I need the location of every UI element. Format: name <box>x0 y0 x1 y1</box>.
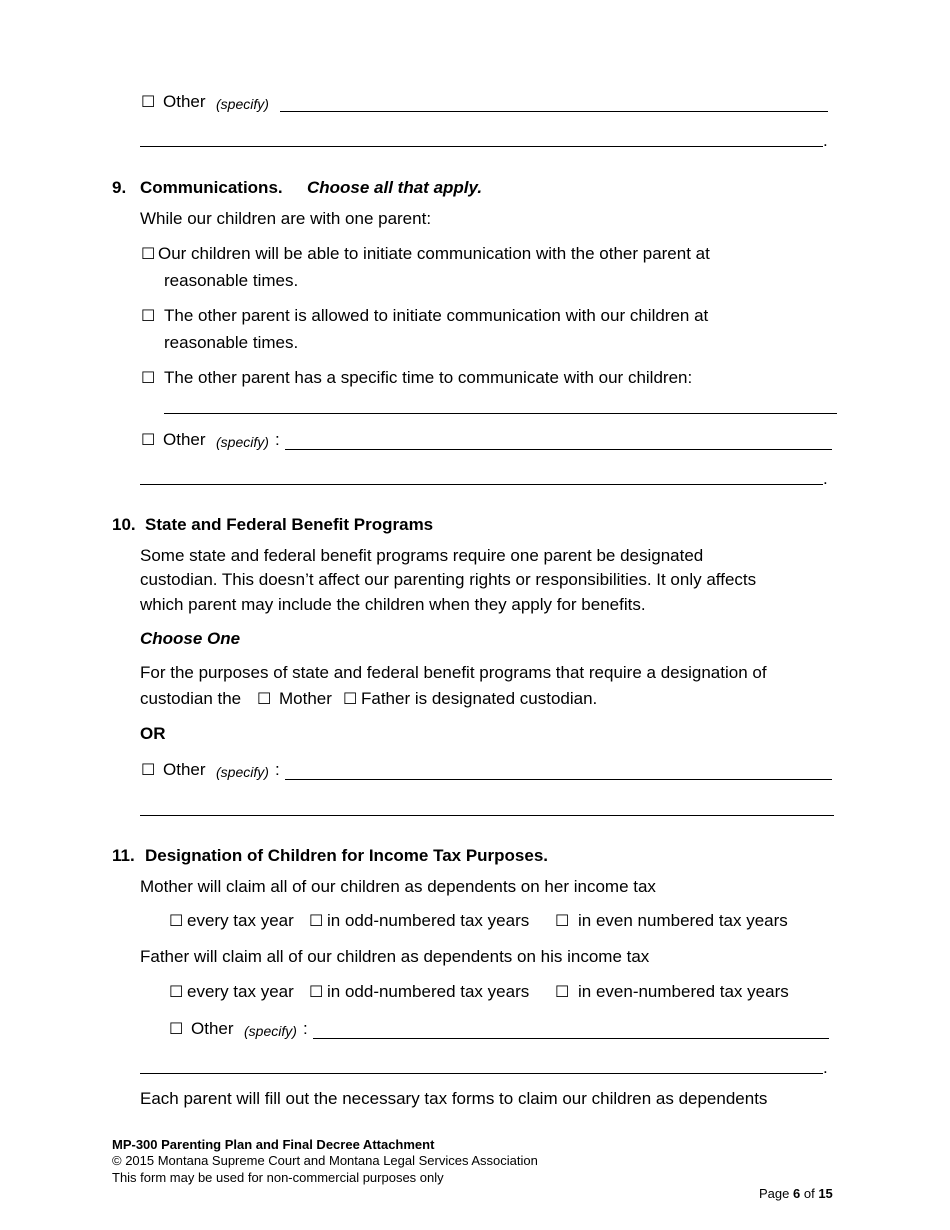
mother-every-year-checkbox[interactable]: ☐ <box>169 911 184 930</box>
tax-specify-hint: (specify) <box>244 1023 297 1039</box>
other-checkbox-top[interactable]: ☐ <box>141 92 156 111</box>
comm-initiate-checkbox[interactable]: ☐ <box>141 244 156 263</box>
colon: : <box>275 760 280 779</box>
comm-other-parent-text: The other parent is allowed to initiate communication with our children at <box>164 306 709 325</box>
benefit-other-continuation-line[interactable] <box>140 815 834 816</box>
tax-other-label: Other <box>191 1019 234 1038</box>
benefit-other-checkbox[interactable]: ☐ <box>141 760 156 779</box>
page-of: of <box>803 1186 815 1201</box>
mother-odd-years-checkbox[interactable]: ☐ <box>309 911 324 930</box>
other-specify-line-top[interactable] <box>280 111 828 112</box>
comm-specify-hint: (specify) <box>216 434 269 450</box>
other-label-top: Other <box>163 92 206 111</box>
tax-other-continuation-line[interactable] <box>140 1073 823 1074</box>
father-every-year-checkbox[interactable]: ☐ <box>169 982 184 1001</box>
purpose-text-2: custodian the <box>140 689 242 708</box>
choose-one-heading: Choose One <box>140 629 241 648</box>
comm-initiate-text: Our children will be able to initiate communication with the other parent at <box>158 244 710 263</box>
comm-specific-time-checkbox[interactable]: ☐ <box>141 368 156 387</box>
section-10-para-2: custodian. This doesn’t affect our parenting rights or responsibilities. It only affects <box>140 570 757 589</box>
father-odd-years-label: in odd-numbered tax years <box>327 982 530 1001</box>
comm-other-parent-text-2: reasonable times. <box>164 333 299 352</box>
period: . <box>823 1058 828 1077</box>
father-every-year-label: every tax year <box>187 982 294 1001</box>
section-10-title: State and Federal Benefit Programs <box>145 515 434 534</box>
mother-even-years-label: in even numbered tax years <box>578 911 788 930</box>
comm-other-parent-checkbox[interactable]: ☐ <box>141 306 156 325</box>
footer-usage: This form may be used for non-commercial purposes only <box>112 1169 444 1185</box>
period: . <box>823 469 828 488</box>
purpose-text-1: For the purposes of state and federal benefit programs that require a designation of <box>140 663 767 682</box>
custodian-father-checkbox[interactable]: ☐ <box>343 689 358 708</box>
footer-copyright: © 2015 Montana Supreme Court and Montana Legal Services Association <box>112 1153 538 1169</box>
father-odd-years-checkbox[interactable]: ☐ <box>309 982 324 1001</box>
colon: : <box>275 430 280 449</box>
comm-other-specify-line[interactable] <box>285 449 832 450</box>
benefit-other-specify-line[interactable] <box>285 779 832 780</box>
benefit-other-label: Other <box>163 760 206 779</box>
comm-other-continuation-line[interactable] <box>140 484 823 485</box>
period: . <box>823 131 828 150</box>
mother-odd-years-label: in odd-numbered tax years <box>327 911 530 930</box>
comm-other-checkbox[interactable]: ☐ <box>141 430 156 449</box>
father-claim-text: Father will claim all of our children as dependents on his income tax <box>140 947 650 966</box>
mother-claim-text: Mother will claim all of our children as dependents on her income tax <box>140 877 656 896</box>
tax-forms-text: Each parent will fill out the necessary tax forms to claim our children as dependents <box>140 1089 768 1108</box>
custodian-father-label: Father is designated custodian. <box>361 689 598 708</box>
section-9-number: 9. <box>112 178 127 197</box>
father-even-years-checkbox[interactable]: ☐ <box>555 982 570 1001</box>
comm-specific-time-line[interactable] <box>164 413 837 414</box>
section-9-title: Communications. <box>140 178 283 197</box>
page-current: 6 <box>793 1186 801 1201</box>
colon: : <box>303 1019 308 1038</box>
benefit-specify-hint: (specify) <box>216 764 269 780</box>
section-10-para-1: Some state and federal benefit programs require one parent be designated <box>140 546 704 565</box>
section-11-number: 11. <box>112 846 135 865</box>
other-continuation-line-top[interactable] <box>140 146 823 147</box>
page-prefix: Page <box>759 1186 790 1201</box>
page-footer <box>112 1137 538 1186</box>
custodian-mother-label: Mother <box>279 689 332 708</box>
father-even-years-label: in even-numbered tax years <box>578 982 789 1001</box>
specify-hint-top: (specify) <box>216 96 269 112</box>
section-11-title: Designation of Children for Income Tax Purposes. <box>145 846 549 865</box>
tax-other-checkbox[interactable]: ☐ <box>169 1019 184 1038</box>
section-10-number: 10. <box>112 515 136 534</box>
comm-specific-time-text: The other parent has a specific time to communicate with our children: <box>164 368 693 387</box>
or-separator: OR <box>140 724 166 743</box>
section-9-intro: While our children are with one parent: <box>140 209 432 228</box>
tax-other-specify-line[interactable] <box>313 1038 829 1039</box>
page-total: 15 <box>818 1186 833 1201</box>
custodian-mother-checkbox[interactable]: ☐ <box>257 689 272 708</box>
section-9-subtitle: Choose all that apply. <box>307 178 483 197</box>
mother-every-year-label: every tax year <box>187 911 294 930</box>
comm-initiate-text-2: reasonable times. <box>164 271 299 290</box>
footer-form-title: MP-300 Parenting Plan and Final Decree Attachment <box>112 1137 435 1152</box>
page-number <box>759 1186 833 1202</box>
mother-even-years-checkbox[interactable]: ☐ <box>555 911 570 930</box>
section-10-para-3: which parent may include the children when they apply for benefits. <box>140 595 646 614</box>
comm-other-label: Other <box>163 430 206 449</box>
